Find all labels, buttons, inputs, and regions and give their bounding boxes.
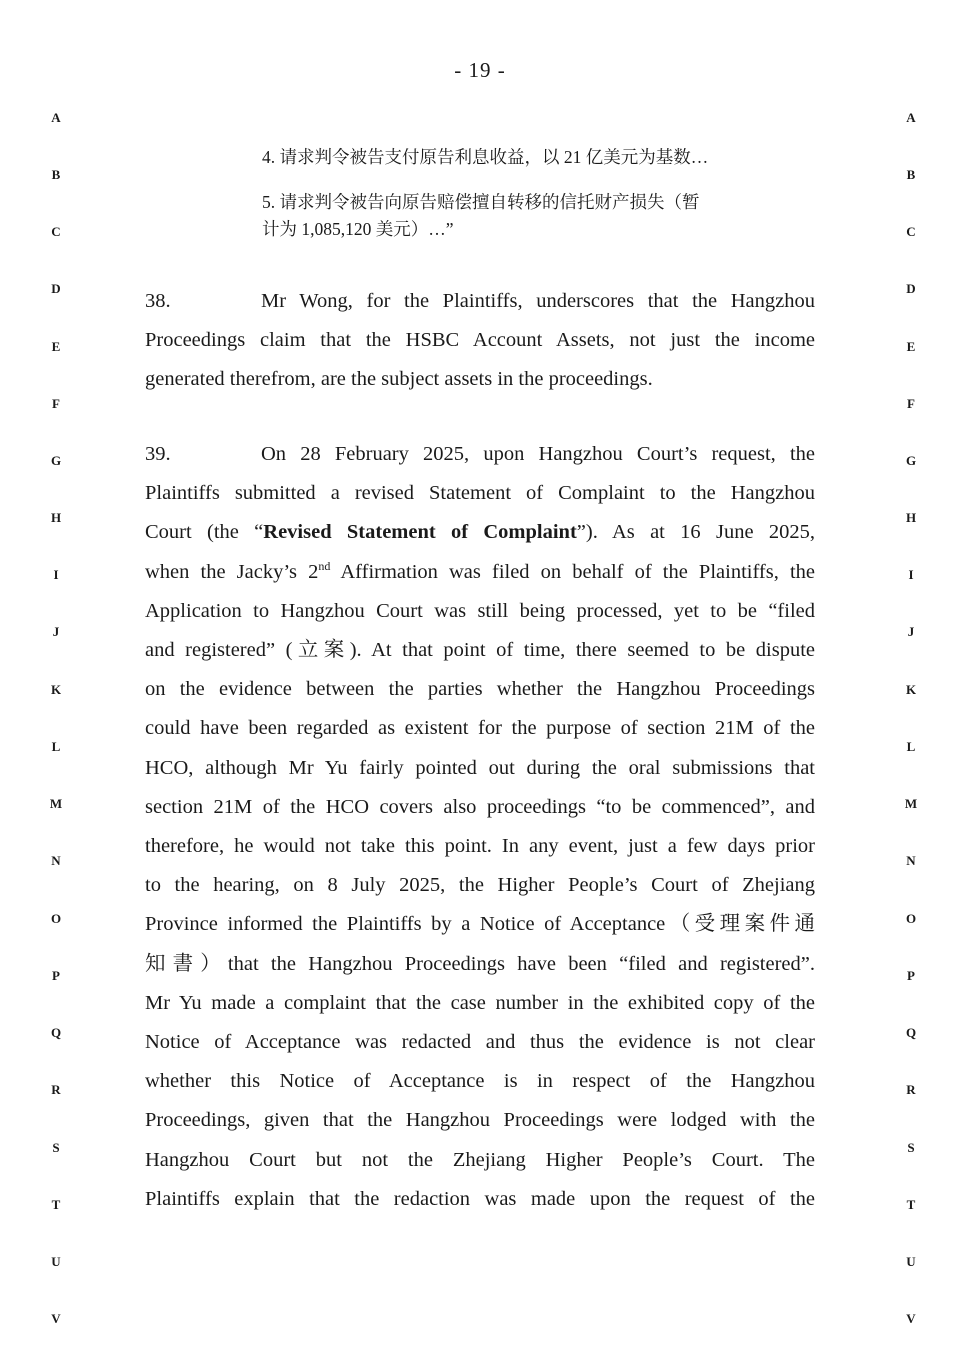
margin-letter: M	[904, 796, 918, 811]
paragraph-line: whether this Notice of Acceptance is in respect of the Hangzhou	[145, 1070, 815, 1093]
margin-letter: K	[905, 682, 917, 697]
margin-letter: H	[50, 510, 62, 525]
paragraph-line: HCO, although Mr Yu fairly pointed out during the oral submissions that	[145, 756, 815, 779]
margin-letter: F	[907, 396, 915, 411]
paragraph-line: on the evidence between the parties whether the Hangzhou Proceedings	[145, 678, 815, 701]
margin-letter: T	[906, 1197, 916, 1212]
margin-letter: I	[908, 567, 914, 582]
margin-letter: S	[907, 1140, 915, 1155]
margin-letter: E	[51, 339, 61, 354]
margin-letter: C	[906, 224, 916, 239]
paragraph-line: Notice of Acceptance was redacted and thus the evidence is not clear	[145, 1031, 815, 1054]
quote-item-5-line-2: 计为 1,085,120 美元）…”	[262, 219, 454, 239]
margin-letter: L	[906, 739, 916, 754]
paragraph-line: Application to Hangzhou Court was still being processed, yet to be “filed	[145, 599, 815, 622]
margin-letter: I	[53, 567, 59, 582]
paragraph-line: therefore, he would not take this point. In any event, just a few days prior	[145, 835, 815, 858]
margin-letter: V	[51, 1311, 61, 1326]
quote-item-5-line-1: 5. 请求判令被告向原告赔偿擅自转移的信托财产损失（暂	[262, 192, 700, 212]
paragraph-line: could have been regarded as existent for the purpose of section 21M of the	[145, 717, 815, 740]
paragraph-line: Province informed the Plaintiffs by a Notice of Acceptance（受理案件通	[145, 913, 815, 936]
paragraph-38	[145, 282, 815, 400]
paragraph-text: when the Jacky’s 2	[145, 560, 319, 583]
paragraph-line: Plaintiffs explain that the redaction was made upon the request of the	[145, 1187, 815, 1210]
margin-letter: K	[50, 682, 62, 697]
defined-term: Revised Statement of Complaint	[263, 521, 577, 544]
margin-letter: M	[49, 796, 63, 811]
paragraph-line: Plaintiffs submitted a revised Statement of Complaint to the Hangzhou	[145, 482, 815, 505]
paragraph-line: Hangzhou Court but not the Zhejiang Higher People’s Court. The	[145, 1148, 815, 1171]
margin-letter: J	[907, 624, 915, 639]
quote-item-4: 4. 请求判令被告支付原告利息收益，以 21 亿美元为基数…	[262, 147, 709, 167]
margin-letter: G	[50, 453, 62, 468]
margin-letter: B	[51, 167, 61, 182]
margin-letter: A	[51, 110, 61, 125]
paragraph-line: Proceedings claim that the HSBC Account Assets, not just the income	[145, 329, 815, 352]
margin-letter: D	[51, 281, 61, 296]
margin-letter: Q	[905, 1025, 917, 1040]
page-number: - 19 -	[454, 58, 506, 82]
margin-letter: N	[906, 853, 916, 868]
paragraph-line: generated therefrom, are the subject assets in the proceedings.	[145, 368, 653, 391]
paragraph-number: 38.	[145, 290, 171, 312]
margin-letter: D	[906, 281, 916, 296]
paragraph-line: section 21M of the HCO covers also proceedings “to be commenced”, and	[145, 795, 815, 818]
paragraph-line: On 28 February 2025, upon Hangzhou Court’s request, the	[261, 443, 815, 465]
paragraph-line: Mr Yu made a complaint that the case number in the exhibited copy of the	[145, 991, 815, 1014]
margin-letter: O	[905, 911, 917, 926]
margin-letter: N	[51, 853, 61, 868]
margin-letter: E	[906, 339, 916, 354]
margin-letter: L	[51, 739, 61, 754]
margin-letter: O	[50, 911, 62, 926]
paragraph-text: Affirmation was filed on behalf of the Plaintiffs, the	[330, 560, 816, 583]
paragraph-line: to the hearing, on 8 July 2025, the Higher People’s Court of Zhejiang	[145, 874, 815, 897]
margin-letter: U	[51, 1254, 61, 1269]
paragraph-text: Court (the “	[145, 521, 264, 544]
margin-letter: P	[52, 968, 60, 983]
margin-letter: J	[52, 624, 60, 639]
margin-letter: F	[52, 396, 60, 411]
margin-letter: C	[51, 224, 61, 239]
paragraph-text: ”). As at 16 June 2025,	[576, 521, 815, 544]
ordinal-suffix: nd	[318, 558, 331, 573]
paragraph-39	[145, 435, 815, 1219]
margin-letter: R	[51, 1082, 61, 1097]
paragraph-line: Mr Wong, for the Plaintiffs, underscores that the Hangzhou	[261, 290, 815, 312]
paragraph-line: and registered” (立案). At that point of time, there seemed to be dispute	[145, 639, 815, 662]
margin-letter: H	[905, 510, 917, 525]
margin-letter: B	[906, 167, 916, 182]
margin-letter: R	[906, 1082, 916, 1097]
paragraph-number: 39.	[145, 443, 171, 465]
margin-letter: G	[905, 453, 917, 468]
paragraph-line: Proceedings, given that the Hangzhou Proceedings were lodged with the	[145, 1109, 815, 1132]
margin-letter: P	[907, 968, 915, 983]
margin-letter: Q	[50, 1025, 62, 1040]
margin-letter: V	[906, 1311, 916, 1326]
margin-letter: T	[51, 1197, 61, 1212]
margin-letter: S	[52, 1140, 60, 1155]
margin-letter: U	[906, 1254, 916, 1269]
paragraph-line: 知書）that the Hangzhou Proceedings have been “filed and registered”.	[145, 952, 815, 975]
margin-letter: A	[906, 110, 916, 125]
